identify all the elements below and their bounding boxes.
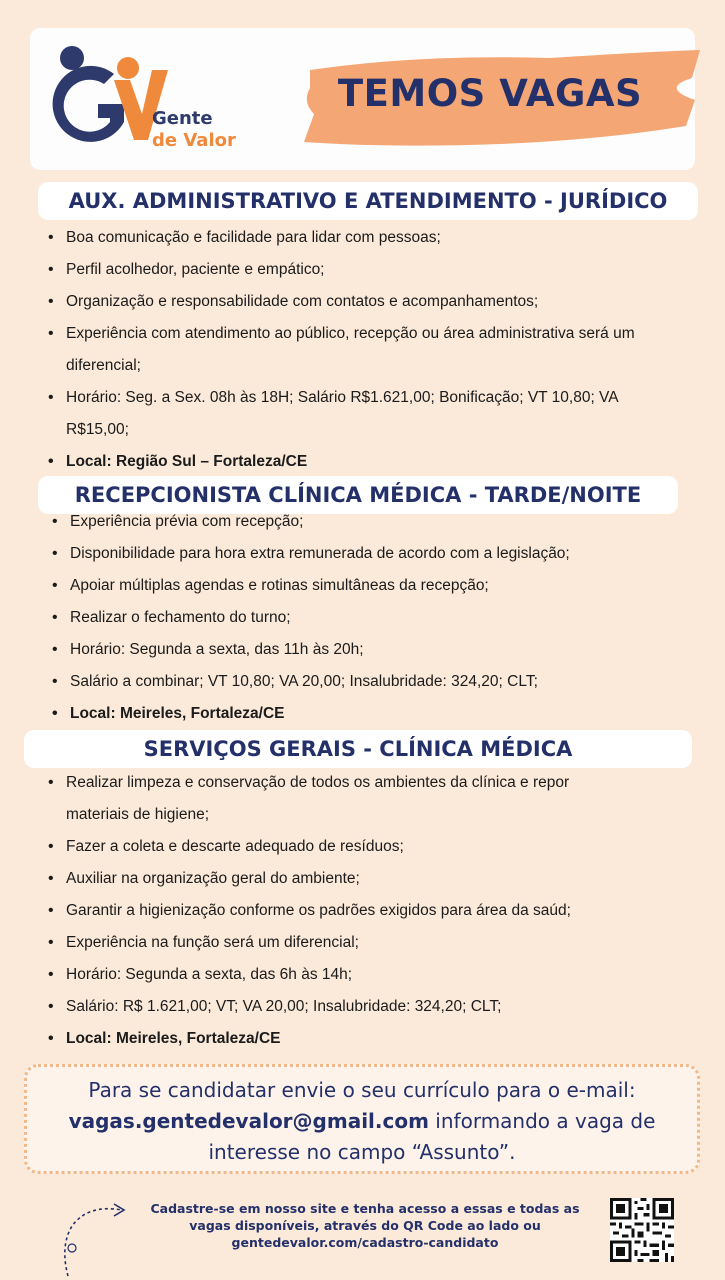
- list-item: • Horário: Segunda a sexta, das 11h às 20h;: [52, 634, 712, 666]
- section-2-list: [52, 506, 712, 730]
- list-item: • Perfil acolhedor, paciente e empático;: [48, 254, 725, 286]
- logo-line-1: Gente: [152, 108, 213, 129]
- apply-line-3: interesse no campo “Assunto”.: [208, 1140, 516, 1164]
- list-item: • Garantir a higienização conforme os padrões exigidos para área da saúd;: [48, 895, 708, 927]
- footer-line-2: vagas disponíveis, através do QR Code ao lado ou: [189, 1218, 541, 1233]
- list-item-line: Horário: Seg. a Sex. 08h às 18H; Salário R$1.621,00; Bonificação; VT 10,80; VA: [66, 389, 619, 406]
- list-item: • Boa comunicação e facilidade para lidar com pessoas;: [48, 222, 725, 254]
- list-item: • Apoiar múltiplas agendas e rotinas simultâneas da recepção;: [52, 570, 712, 602]
- list-item: • Realizar o fechamento do turno;: [52, 602, 712, 634]
- footer-line-1: Cadastre-se em nosso site e tenha acesso a essas e todas as: [150, 1201, 580, 1216]
- section-title-aux-administrativo: AUX. ADMINISTRATIVO E ATENDIMENTO - JURÍDICO: [38, 182, 698, 220]
- logo-line-2: de Valor: [152, 130, 236, 151]
- section-title-recepcionista: RECEPCIONISTA CLÍNICA MÉDICA - TARDE/NOITE: [38, 476, 678, 514]
- list-item: • Experiência na função será um diferencial;: [48, 927, 708, 959]
- list-item: • Experiência prévia com recepção;: [52, 506, 712, 538]
- list-item: [48, 382, 725, 446]
- list-item: • Salário: R$ 1.621,00; VT; VA 20,00; Insalubridade: 324,20; CLT;: [48, 991, 708, 1023]
- list-item: • Auxiliar na organização geral do ambiente;: [48, 863, 708, 895]
- section-1-list: [48, 222, 725, 478]
- apply-line-2: [27, 1106, 697, 1137]
- list-item: • Salário a combinar; VT 10,80; VA 20,00; Insalubridade: 324,20; CLT;: [52, 666, 712, 698]
- list-item: • Disponibilidade para hora extra remunerada de acordo com a legislação;: [52, 538, 712, 570]
- apply-line-2-rest: informando a vaga de: [428, 1109, 656, 1133]
- qr-code-icon[interactable]: [610, 1198, 674, 1262]
- list-item-line: R$15,00;: [66, 421, 129, 438]
- footer-text: [120, 1200, 610, 1251]
- apply-line-1: Para se candidatar envie o seu currículo para o e-mail:: [88, 1078, 636, 1102]
- section-3-list: [48, 767, 708, 1055]
- list-item: [48, 318, 725, 382]
- email-link[interactable]: vagas.gentedevalor@gmail.com: [68, 1109, 429, 1133]
- list-item: • Fazer a coleta e descarte adequado de resíduos;: [48, 831, 708, 863]
- list-item: • Horário: Segunda a sexta, das 6h às 14h;: [48, 959, 708, 991]
- list-item: • Organização e responsabilidade com contatos e acompanhamentos;: [48, 286, 725, 318]
- headline: TEMOS VAGAS: [337, 72, 643, 115]
- list-item-location: • Local: Meireles, Fortaleza/CE: [52, 698, 712, 730]
- section-title-servicos-gerais: SERVIÇOS GERAIS - CLÍNICA MÉDICA: [24, 730, 692, 768]
- apply-instructions-box: [24, 1064, 700, 1174]
- list-item-line: materiais de higiene;: [66, 806, 210, 823]
- list-item-location: • Local: Meireles, Fortaleza/CE: [48, 1023, 708, 1055]
- list-item: [48, 767, 708, 831]
- list-item-line: diferencial;: [66, 357, 141, 374]
- list-item-line: Realizar limpeza e conservação de todos os ambientes da clínica e repor: [66, 774, 570, 791]
- dotted-arrow-icon: [58, 1196, 128, 1280]
- list-item-location: • Local: Região Sul – Fortaleza/CE: [48, 446, 725, 478]
- footer-url[interactable]: gentedevalor.com/cadastro-candidato: [231, 1235, 499, 1250]
- list-item-line: Experiência com atendimento ao público, recepção ou área administrativa será um: [66, 325, 635, 342]
